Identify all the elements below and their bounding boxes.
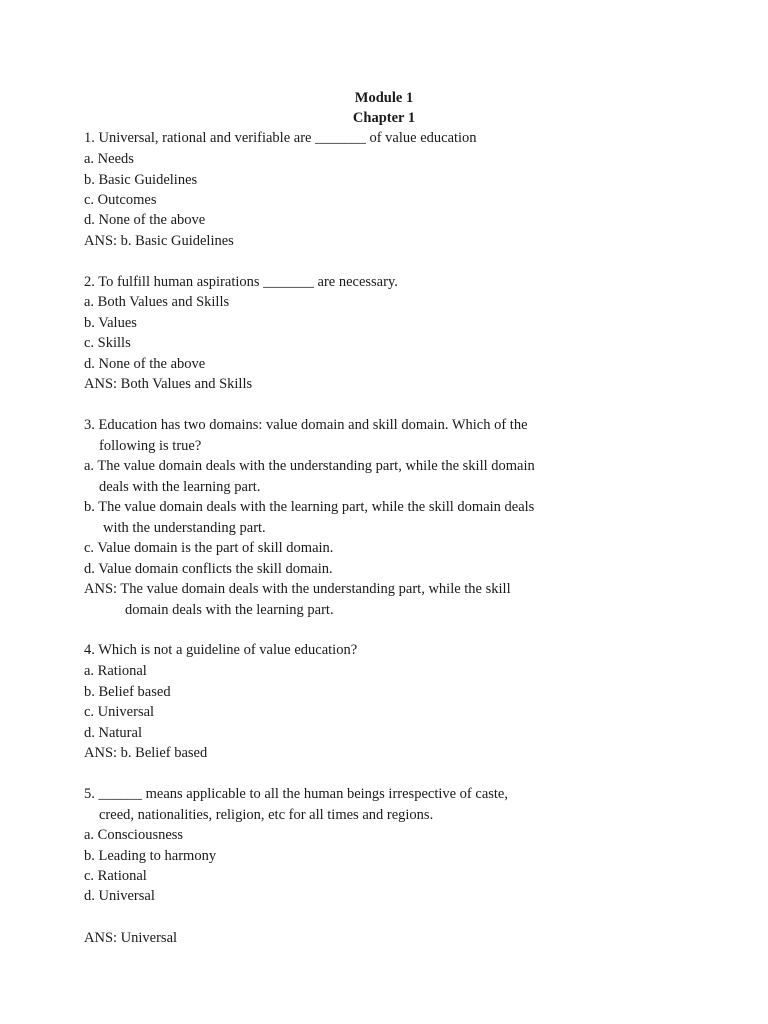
module-title: Module 1 (354, 90, 414, 106)
question-2-option-a: a. Both Values and Skills (84, 294, 230, 310)
question-1-answer: ANS: b. Basic Guidelines (84, 233, 234, 249)
question-5-text: 5. ______ means applicable to all the human beings irrespective of caste, (84, 786, 508, 802)
question-3-text-continued: following is true? (99, 438, 202, 454)
question-4-option-b: b. Belief based (84, 684, 171, 700)
question-1-option-a: a. Needs (84, 151, 134, 167)
question-1-option-b: b. Basic Guidelines (84, 172, 198, 188)
question-3-answer-continued: domain deals with the learning part. (125, 602, 334, 618)
question-5-option-a: a. Consciousness (84, 827, 184, 843)
question-2-option-d: d. None of the above (84, 356, 206, 372)
question-1-text: 1. Universal, rational and verifiable are _______ of value education (84, 130, 477, 146)
question-4-option-d: d. Natural (84, 725, 142, 741)
question-3-option-d: d. Value domain conflicts the skill domain. (84, 561, 333, 577)
question-3-option-c: c. Value domain is the part of skill domain. (84, 540, 334, 556)
question-5-answer: ANS: Universal (84, 930, 178, 946)
question-5-option-c: c. Rational (84, 868, 147, 884)
question-4-option-a: a. Rational (84, 663, 147, 679)
question-3-option-b: b. The value domain deals with the learning part, while the skill domain deals (84, 499, 535, 515)
question-3-text: 3. Education has two domains: value domain and skill domain. Which of the (84, 417, 528, 433)
question-2-option-c: c. Skills (84, 335, 131, 351)
chapter-title: Chapter 1 (352, 110, 416, 126)
question-5-option-d: d. Universal (84, 888, 155, 904)
question-5-option-b: b. Leading to harmony (84, 848, 217, 864)
question-2-answer: ANS: Both Values and Skills (84, 376, 253, 392)
question-4-option-c: c. Universal (84, 704, 155, 720)
question-2-text: 2. To fulfill human aspirations _______ are necessary. (84, 274, 398, 290)
question-4-answer: ANS: b. Belief based (84, 745, 208, 761)
question-5-text-continued: creed, nationalities, religion, etc for all times and regions. (99, 807, 434, 823)
question-3-option-a: a. The value domain deals with the understanding part, while the skill domain (84, 458, 535, 474)
question-4-text: 4. Which is not a guideline of value education? (84, 642, 358, 658)
question-3-answer: ANS: The value domain deals with the understanding part, while the skill (84, 581, 511, 597)
question-2-option-b: b. Values (84, 315, 137, 331)
question-1-option-c: c. Outcomes (84, 192, 157, 208)
question-3-option-a-continued: deals with the learning part. (99, 479, 261, 495)
question-3-option-b-continued: with the understanding part. (103, 520, 266, 536)
question-1-option-d: d. None of the above (84, 212, 206, 228)
